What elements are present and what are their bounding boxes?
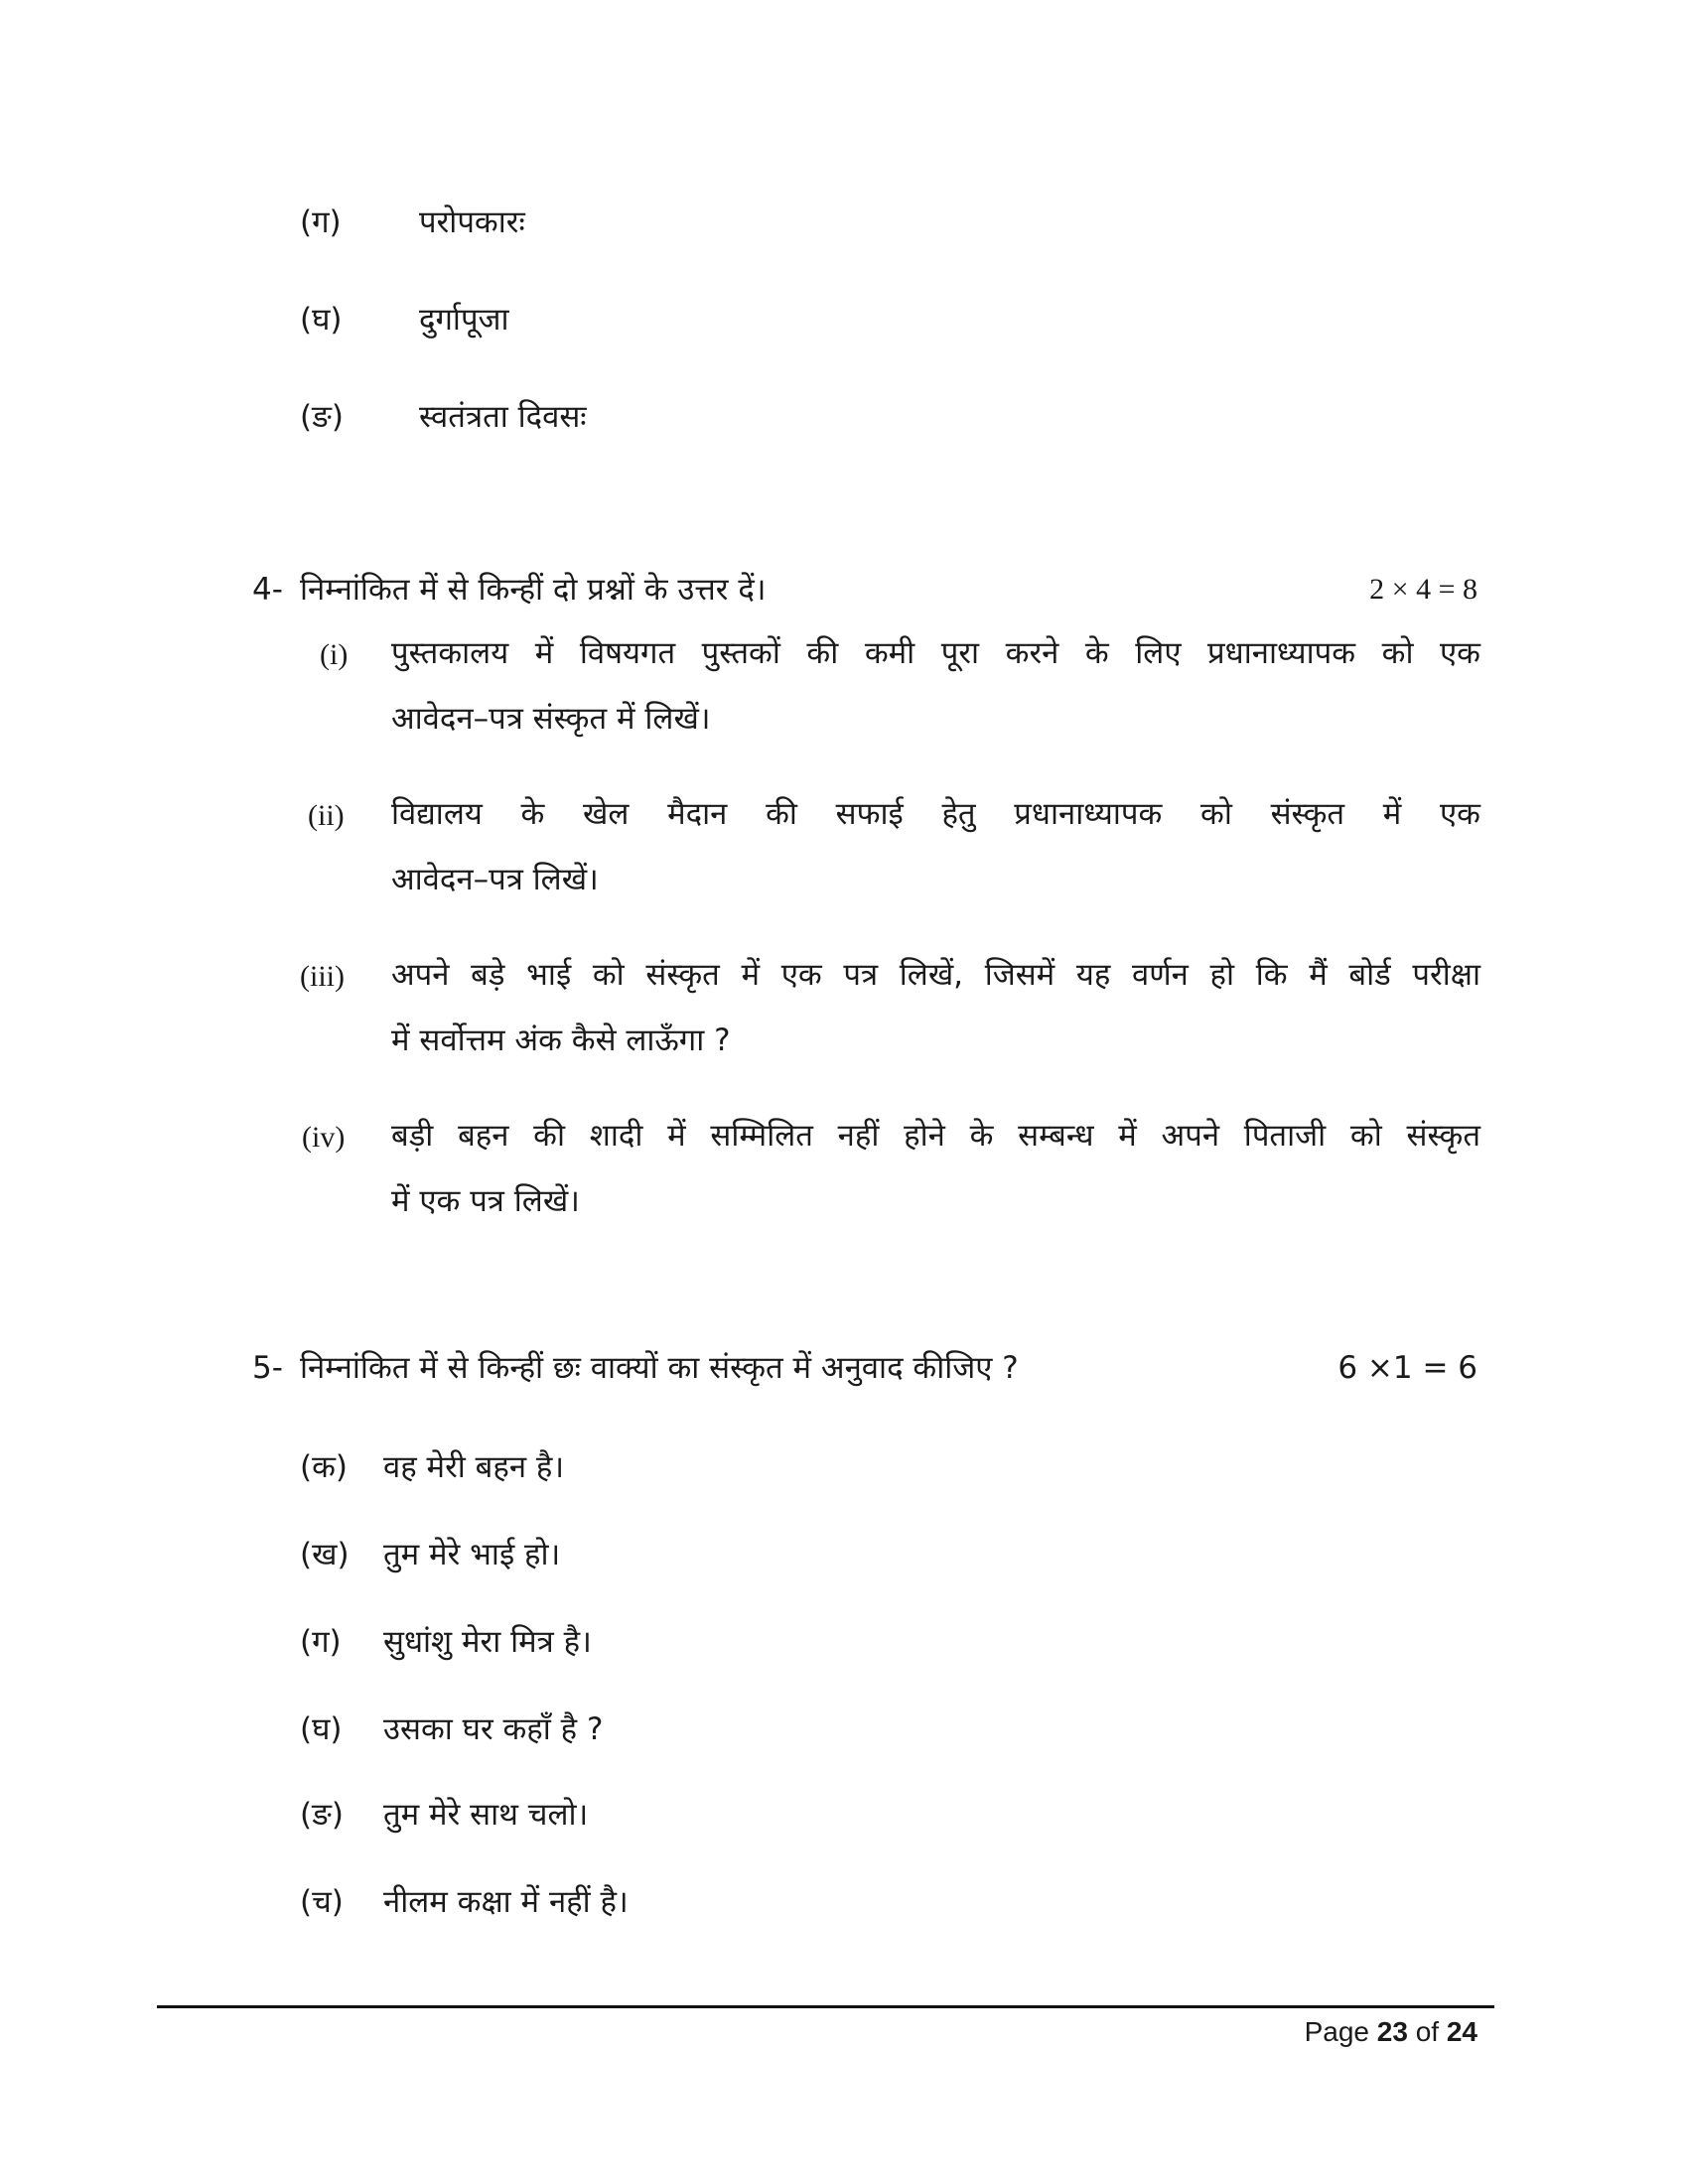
sub-question-label: (ii) [308,799,345,832]
item-label: (घ) [300,302,343,338]
item-text: स्वतंत्रता दिवसः [419,399,587,435]
sub-question-label: (iv) [302,1121,346,1154]
item-label: (ग) [300,1624,342,1660]
total-pages: 24 [1446,2016,1477,2047]
question-text: निम्नांकित में से किन्हीं दो प्रश्नों के उत्तर दें। [300,572,767,608]
current-page: 23 [1376,2016,1408,2047]
question-text: निम्नांकित में से किन्हीं छः वाक्यों का संस्कृत में अनुवाद कीजिए ? [300,1350,1019,1386]
sub-question-line: में सर्वोत्तम अंक कैसे लाऊँगा ? [391,1023,731,1058]
page-prefix: Page [1304,2016,1369,2047]
page-of: of [1415,2016,1440,2047]
sub-question-label: (iii) [300,960,345,993]
item-label: (ग) [300,205,342,240]
item-text: तुम मेरे भाई हो। [383,1537,561,1572]
item-text: सुधांशु मेरा मित्र है। [383,1624,592,1660]
sub-question-line: विद्यालय के खेल मैदान की सफाई हेतु प्रधानाध्यापक को संस्कृत में एक [391,796,1480,832]
sub-question-label: (i) [320,638,349,671]
item-label: (ङ) [300,399,344,435]
item-text: तुम मेरे साथ चलो। [383,1797,589,1833]
item-label: (च) [300,1884,344,1920]
question-number: 5- [252,1350,283,1386]
sub-question-line: पुस्तकालय में विषयगत पुस्तकों की कमी पूरा करने के लिए प्रधानाध्यापक को एक [391,635,1480,671]
sub-question-line: में एक पत्र लिखें। [391,1183,580,1219]
question-marks: 6 ×1 = 6 [1337,1350,1477,1386]
item-label: (ङ) [300,1797,344,1833]
item-text: वह मेरी बहन है। [383,1449,565,1485]
item-text: उसका घर कहाँ है ? [383,1711,604,1747]
item-text: परोपकारः [419,205,525,240]
question-number: 4- [252,572,283,608]
sub-question-line: आवेदन–पत्र संस्कृत में लिखें। [391,701,711,737]
sub-question-line: अपने बड़े भाई को संस्कृत में एक पत्र लिखें, जिसमें यह वर्णन हो कि मैं बोर्ड परीक्षा [391,957,1480,993]
item-text: नीलम कक्षा में नहीं है। [383,1884,629,1920]
sub-question-line: आवेदन–पत्र लिखें। [391,862,599,897]
sub-question-line: बड़ी बहन की शादी में सम्मिलित नहीं होने के सम्बन्ध में अपने पिताजी को संस्कृत [391,1118,1480,1154]
footer-divider [157,2005,1494,2008]
question-marks: 2 × 4 = 8 [1369,573,1477,606]
item-label: (ख) [300,1537,350,1572]
item-label: (क) [300,1449,348,1485]
item-text: दुर्गापूजा [419,302,509,338]
item-label: (घ) [300,1711,343,1747]
page-number [1305,2015,1477,2049]
